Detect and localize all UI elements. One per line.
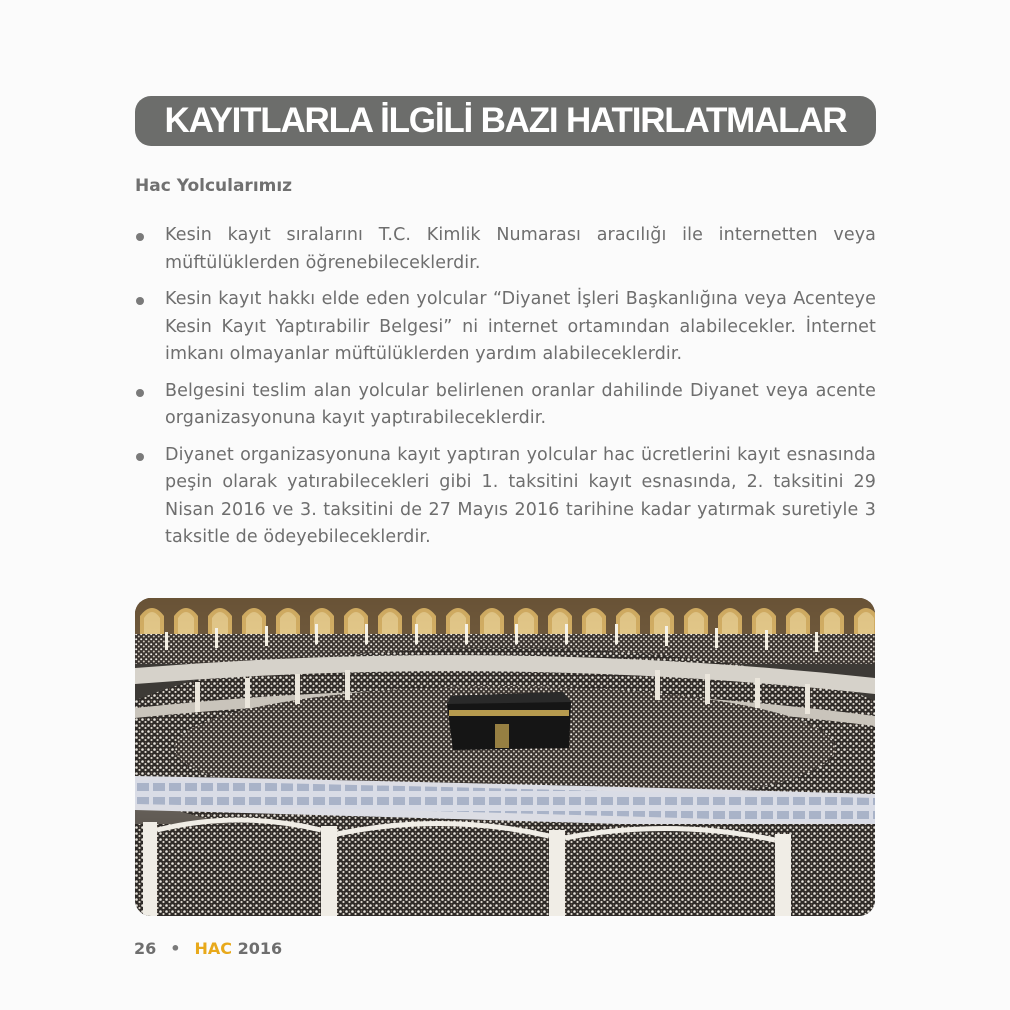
bullet-icon	[136, 233, 144, 241]
bullet-list	[135, 222, 876, 561]
list-item-text: Kesin kayıt sıralarını T.C. Kimlik Numarası aracılığı ile internetten veya müftülüklerden öğrenebileceklerdir.	[165, 225, 876, 273]
page-footer	[134, 939, 282, 958]
section-subheading: Hac Yolcularımız	[135, 176, 293, 196]
bullet-icon	[136, 297, 144, 305]
list-item	[135, 286, 876, 369]
title-banner	[135, 96, 876, 146]
list-item-text: Diyanet organizasyonuna kayıt yaptıran yolcular hac ücretlerini kayıt esnasında peşin olarak yatırabilecekleri gibi 1. taksitini kayıt esnasında, 2. taksitini 29 Nisan 2016 ve 3. taksitini de 27 Mayıs 2016 tarihine kadar yatırmak suretiyle 3 taksitle de ödeyebileceklerdir.	[165, 444, 876, 547]
list-item-text: Kesin kayıt hakkı elde eden yolcular “Diyanet İşleri Başkanlığına veya Acenteye Kesin Kayıt Yaptırabilir Belgesi” ni internet ortamından alabilecekler. İnternet imkanı olmayanlar müftülüklerden yardım alabileceklerdir.	[165, 289, 876, 364]
footer-brand: HAC	[194, 939, 233, 958]
list-item	[135, 442, 876, 552]
bullet-icon	[136, 453, 144, 461]
list-item-text: Belgesini teslim alan yolcular belirlenen oranlar dahilinde Diyanet veya acente organizasyonuna kayıt yaptırabileceklerdir.	[165, 380, 876, 428]
list-item	[135, 222, 876, 277]
list-item	[135, 378, 876, 433]
footer-separator: •	[170, 939, 181, 958]
page-number: 26	[134, 939, 157, 958]
kaaba-illustration	[135, 598, 875, 916]
bullet-icon	[136, 389, 144, 397]
footer-year: 2016	[237, 939, 283, 958]
page-title: KAYITLARLA İLGİLİ BAZI HATIRLATMALAR	[164, 101, 847, 140]
kaaba-photo	[135, 598, 875, 916]
